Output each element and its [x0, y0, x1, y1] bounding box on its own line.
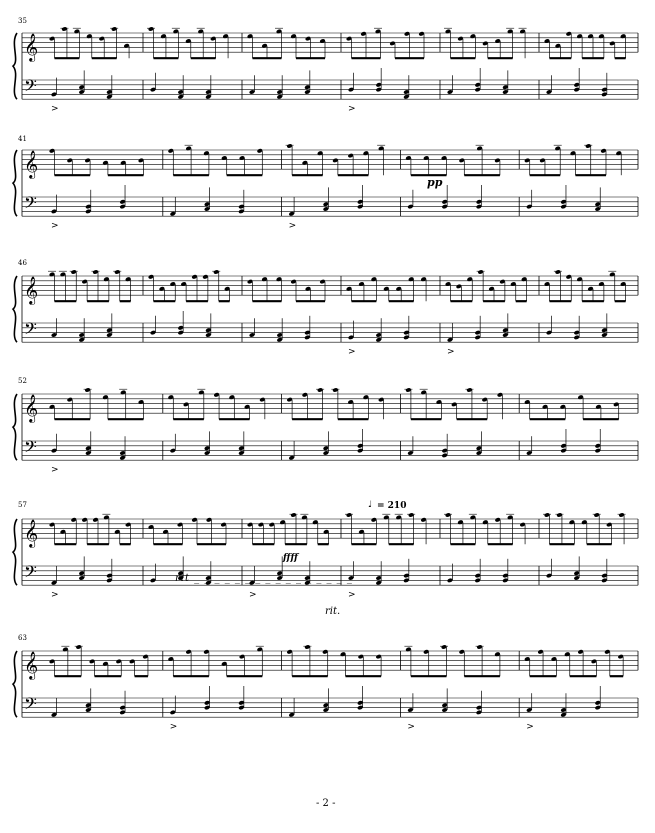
accent-icon: > [407, 722, 415, 733]
measure-number-41: 41 [18, 135, 27, 143]
accent-icon: > [348, 347, 356, 358]
accent-icon: > [526, 722, 534, 733]
measure-number-52: 52 [18, 377, 27, 385]
bass-clef-icon: 𝄢 [24, 561, 37, 586]
accent-icon: > [51, 221, 59, 232]
grand-staff-brace [13, 150, 17, 216]
grand-staff-brace [13, 519, 17, 585]
tremolo-marking: ffff [283, 553, 298, 563]
measure-number-35: 35 [18, 17, 27, 25]
dynamic-pianissimo: pp [427, 176, 443, 189]
treble-clef-icon: 𝄞 [24, 651, 39, 680]
accent-icon: > [169, 722, 178, 733]
treble-clef-icon: 𝄞 [24, 150, 39, 179]
grand-staff-brace [13, 651, 17, 717]
grand-staff-brace [13, 33, 17, 99]
ritardando-dashed: rit _ _ _ _ _ _ _ _ _ _ _ _ _ _ _ _ [175, 573, 353, 584]
accent-icon: > [249, 590, 257, 601]
measure-number-46: 46 [18, 259, 27, 267]
ritardando-short: rit. [325, 606, 341, 617]
accent-icon: > [51, 465, 59, 476]
measure-number-57: 57 [18, 501, 27, 509]
bass-clef-icon: 𝄢 [24, 436, 37, 461]
treble-clef-icon: 𝄞 [24, 519, 39, 548]
measure-number-63: 63 [18, 634, 27, 642]
accent-icon: > [51, 590, 59, 601]
accent-icon: > [348, 104, 356, 115]
bass-clef-icon: 𝄢 [24, 75, 37, 100]
grand-staff-brace [13, 394, 17, 460]
bass-clef-icon: 𝄢 [24, 192, 37, 217]
accent-icon: > [447, 347, 455, 358]
bass-clef-icon: 𝄢 [24, 318, 37, 343]
accent-icon: > [288, 221, 297, 232]
treble-clef-icon: 𝄞 [24, 394, 39, 423]
accent-icon: > [348, 590, 356, 601]
accent-icon: > [51, 104, 59, 115]
grand-staff-brace [13, 276, 17, 342]
treble-clef-icon: 𝄞 [24, 33, 39, 62]
tempo-marking: = 210 [377, 501, 407, 511]
page-number: - 2 - [316, 798, 336, 809]
treble-clef-icon: 𝄞 [24, 276, 39, 305]
tempo-quarter-note-icon: ♩ [368, 500, 373, 510]
bass-clef-icon: 𝄢 [24, 693, 37, 718]
